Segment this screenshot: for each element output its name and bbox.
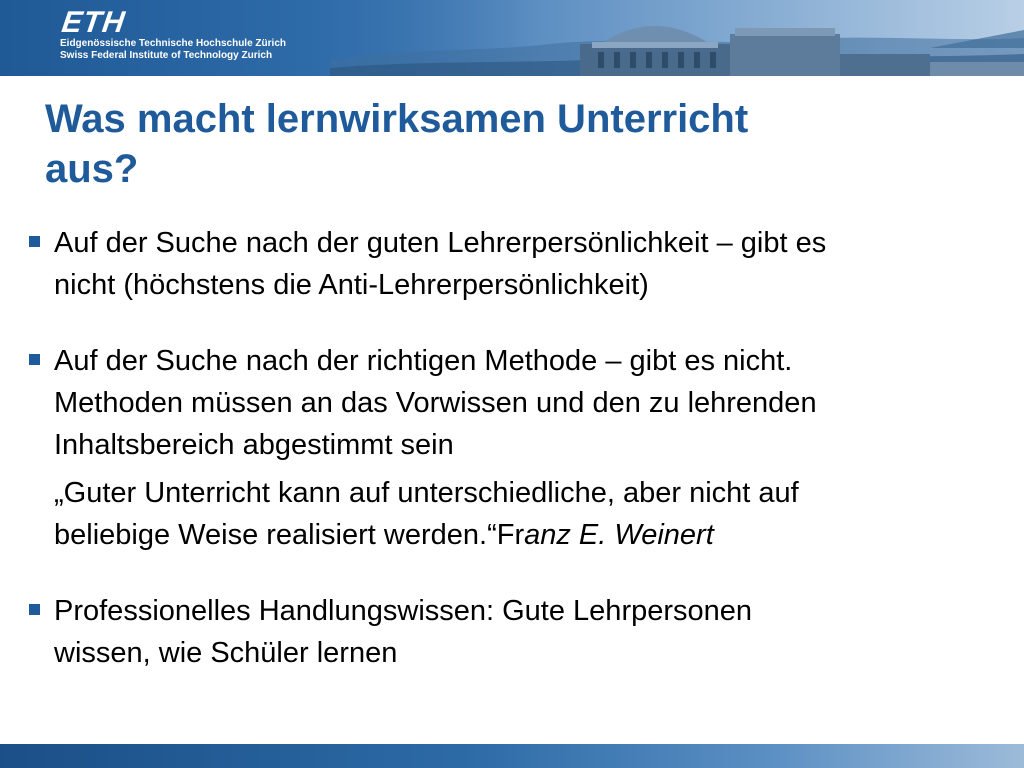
slide-title-line-1: Was macht lernwirksamen Unterricht (45, 97, 749, 141)
eth-logo-mark: ETH (59, 6, 128, 39)
eth-logo-line-german: Eidgenössische Technische Hochschule Zürich (60, 38, 286, 49)
quote-line-2: beliebige Weise realisiert werden.“Fr (54, 519, 525, 551)
quote-line-1: „Guter Unterricht kann auf unterschiedliche, aber nicht auf (54, 477, 799, 509)
bullet-item-3 (24, 590, 984, 674)
square-bullet-icon (29, 354, 40, 365)
header-banner (0, 0, 1024, 76)
square-bullet-icon (29, 604, 40, 615)
bullet-3-line-2: wissen, wie Schüler lernen (54, 637, 398, 669)
bullet-2-line-1: Auf der Suche nach der richtigen Methode – gibt es nicht. (54, 345, 793, 377)
slide-title-line-2: aus? (45, 147, 139, 191)
slide-content (24, 222, 984, 674)
bullet-3-line-1: Professionelles Handlungswissen: Gute Lehrpersonen (54, 595, 753, 627)
eth-logo (60, 8, 286, 62)
bullet-1-line-2: nicht (höchstens die Anti-Lehrerpersönlichkeit) (54, 269, 649, 301)
eth-logo-line-english: Swiss Federal Institute of Technology Zurich (60, 50, 273, 61)
eth-main-building-photo (330, 0, 1024, 76)
bullet-2-line-2: Methoden müssen an das Vorwissen und den zu lehrenden (54, 387, 817, 419)
footer-bar (0, 744, 1024, 768)
weinert-quote (24, 472, 984, 556)
bullet-1-line-1: Auf der Suche nach der guten Lehrerpersönlichkeit – gibt es (54, 227, 827, 259)
quote-author: anz E. Weinert (524, 519, 714, 551)
slide-title (45, 94, 925, 194)
bullet-2-line-3: Inhaltsbereich abgestimmt sein (54, 429, 454, 461)
bullet-item-2 (24, 340, 984, 466)
square-bullet-icon (29, 236, 40, 247)
bullet-item-1 (24, 222, 984, 306)
